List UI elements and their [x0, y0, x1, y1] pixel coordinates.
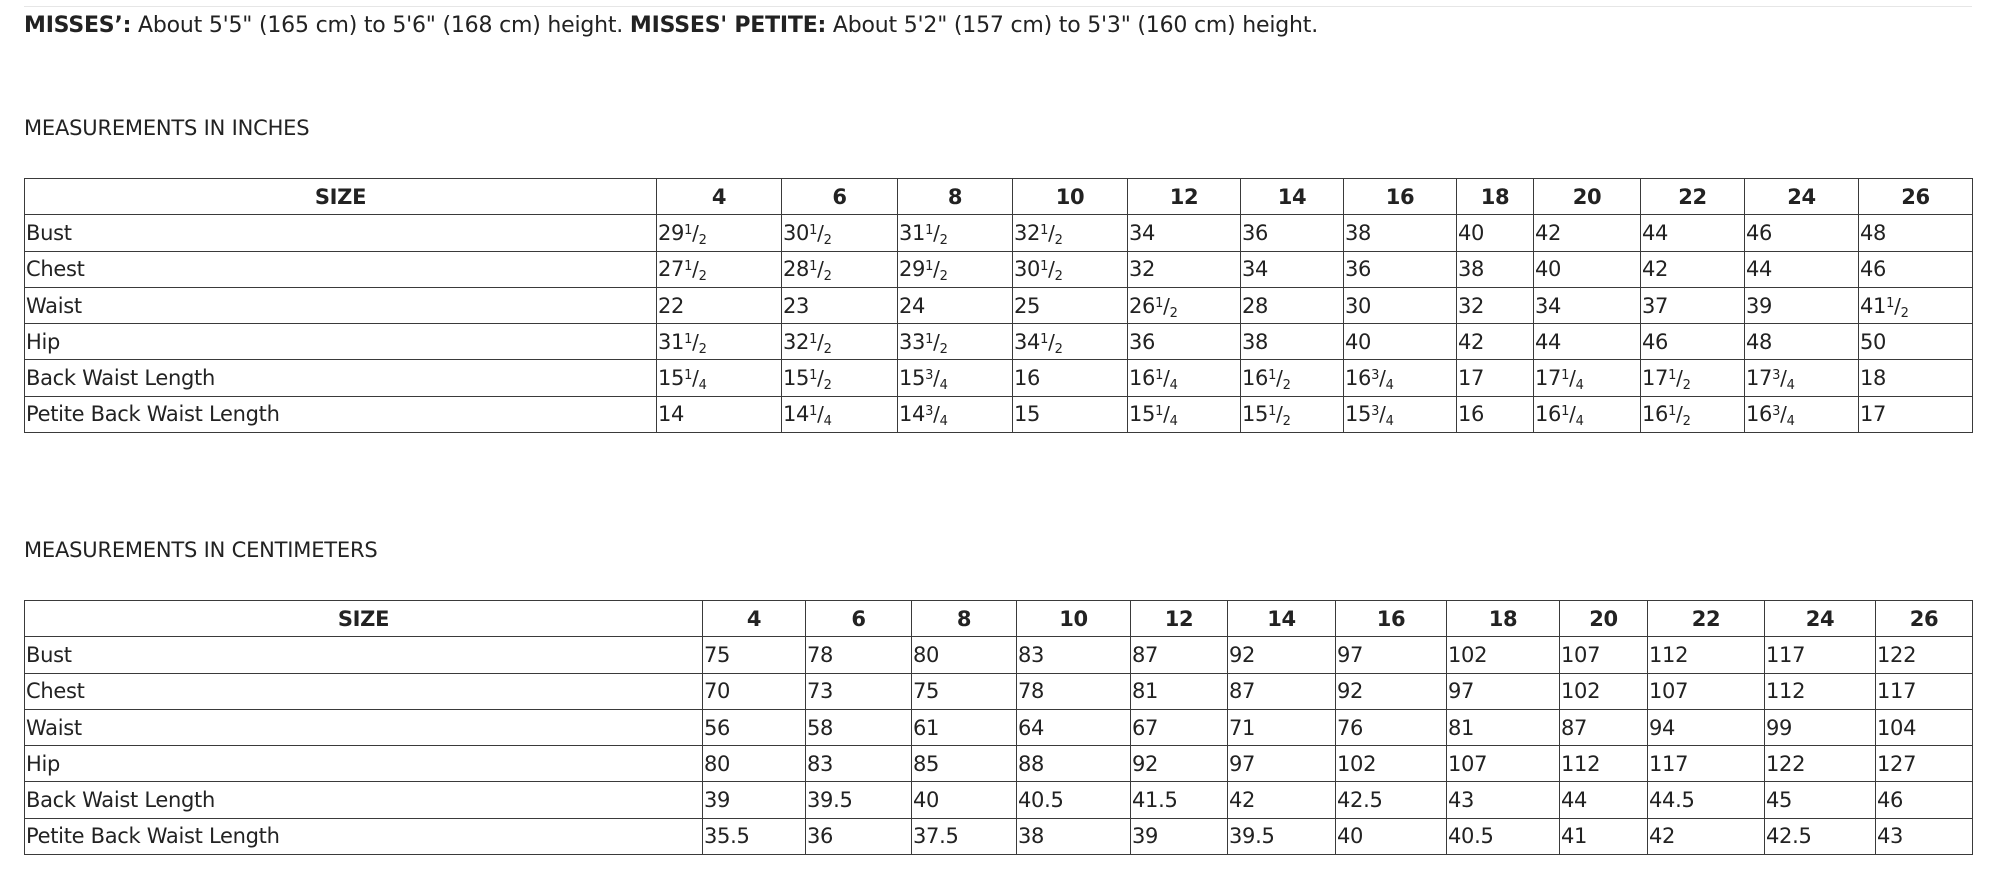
measurement-cell: 34: [1241, 251, 1344, 287]
size-column-header: 8: [898, 179, 1013, 215]
fraction: $^1/_2$: [925, 329, 948, 357]
measurement-cell: 37: [1641, 287, 1745, 323]
fraction: $^1/_2$: [684, 329, 707, 357]
row-label: Waist: [25, 287, 657, 323]
measurement-cell: 56: [703, 709, 806, 745]
fraction: $^1/_2$: [925, 220, 948, 248]
measurement-cell: $33^1/_2$: [898, 324, 1013, 360]
measurement-cell: 46: [1859, 251, 1973, 287]
size-column-header: 4: [657, 179, 782, 215]
measurement-cell: 42.5: [1336, 782, 1447, 818]
measurement-cell: 92: [1131, 746, 1228, 782]
measurement-cell: 42: [1534, 215, 1641, 251]
centimeters-body: [25, 637, 1973, 855]
inches-body: [25, 215, 1973, 433]
measurement-cell: $16^1/_4$: [1534, 396, 1641, 432]
measurement-cell: 16: [1457, 396, 1534, 432]
measurement-cell: $16^1/_4$: [1128, 360, 1241, 396]
measurement-cell: 81: [1131, 673, 1228, 709]
measurement-cell: $16^1/_2$: [1641, 396, 1745, 432]
fraction: $^1/_2$: [809, 257, 832, 285]
size-column-header: 16: [1336, 601, 1447, 637]
size-column-header: 26: [1859, 179, 1973, 215]
measurement-cell: 42: [1228, 782, 1336, 818]
size-column-header: 8: [912, 601, 1017, 637]
measurement-cell: 30: [1344, 287, 1457, 323]
measurement-cell: $15^1/_2$: [1241, 396, 1344, 432]
measurement-cell: 102: [1560, 673, 1648, 709]
measurement-cell: 112: [1765, 673, 1876, 709]
inches-heading: MEASUREMENTS IN INCHES: [24, 116, 310, 140]
row-label: Petite Back Waist Length: [25, 818, 703, 854]
row-label: Chest: [25, 673, 703, 709]
measurement-cell: $30^1/_2$: [782, 215, 898, 251]
size-column-header: 12: [1128, 179, 1241, 215]
petite-height-text: About 5'2" (157 cm) to 5'3" (160 cm) height.: [826, 13, 1319, 38]
measurement-cell: 102: [1336, 746, 1447, 782]
table-row: [25, 396, 1973, 432]
measurement-cell: $31^1/_2$: [657, 324, 782, 360]
measurement-cell: 83: [1017, 637, 1131, 673]
size-column-header: 14: [1241, 179, 1344, 215]
measurement-cell: 38: [1017, 818, 1131, 854]
measurement-cell: 45: [1765, 782, 1876, 818]
measurement-cell: 36: [1241, 215, 1344, 251]
measurement-cell: 85: [912, 746, 1017, 782]
size-column-header: 26: [1876, 601, 1973, 637]
measurement-cell: 76: [1336, 709, 1447, 745]
inches-header: [25, 179, 1973, 215]
measurement-cell: 41: [1560, 818, 1648, 854]
measurement-cell: $15^1/_2$: [782, 360, 898, 396]
measurement-cell: 41.5: [1131, 782, 1228, 818]
measurement-cell: $32^1/_2$: [1013, 215, 1128, 251]
measurement-cell: 44: [1641, 215, 1745, 251]
measurement-cell: 32: [1457, 287, 1534, 323]
measurement-cell: 46: [1641, 324, 1745, 360]
measurement-cell: $14^1/_4$: [782, 396, 898, 432]
header-row: [25, 601, 1973, 637]
measurement-cell: $16^3/_4$: [1344, 360, 1457, 396]
size-column-header: 22: [1641, 179, 1745, 215]
measurement-cell: 64: [1017, 709, 1131, 745]
measurement-cell: 35.5: [703, 818, 806, 854]
fraction: $^1/_4$: [1155, 366, 1178, 394]
measurement-cell: $32^1/_2$: [782, 324, 898, 360]
fraction: $^3/_4$: [925, 366, 948, 394]
measurement-cell: 17: [1457, 360, 1534, 396]
measurement-cell: 39: [703, 782, 806, 818]
fraction: $^1/_2$: [1668, 402, 1691, 430]
measurement-cell: 42: [1648, 818, 1765, 854]
measurement-cell: 87: [1131, 637, 1228, 673]
fraction: $^1/_2$: [925, 257, 948, 285]
measurement-cell: 97: [1336, 637, 1447, 673]
measurement-cell: 97: [1228, 746, 1336, 782]
fraction: $^1/_2$: [809, 366, 832, 394]
size-column-header: 10: [1017, 601, 1131, 637]
measurement-cell: 92: [1228, 637, 1336, 673]
measurement-cell: $31^1/_2$: [898, 215, 1013, 251]
measurement-cell: 34: [1534, 287, 1641, 323]
measurement-cell: 50: [1859, 324, 1973, 360]
measurement-cell: 40: [1336, 818, 1447, 854]
measurement-cell: 22: [657, 287, 782, 323]
size-column-header: 20: [1534, 179, 1641, 215]
row-label: Petite Back Waist Length: [25, 396, 657, 432]
fraction: $^3/_4$: [925, 402, 948, 430]
measurement-cell: 92: [1336, 673, 1447, 709]
measurement-cell: 42: [1641, 251, 1745, 287]
measurement-cell: 44: [1534, 324, 1641, 360]
measurement-cell: $16^3/_4$: [1745, 396, 1859, 432]
measurement-cell: $27^1/_2$: [657, 251, 782, 287]
fraction: $^1/_2$: [684, 220, 707, 248]
measurement-cell: $17^1/_4$: [1534, 360, 1641, 396]
row-label: Chest: [25, 251, 657, 287]
measurement-cell: 44: [1745, 251, 1859, 287]
measurement-cell: 117: [1876, 673, 1973, 709]
measurement-cell: 88: [1017, 746, 1131, 782]
measurement-cell: 48: [1859, 215, 1973, 251]
fraction: $^1/_2$: [1668, 366, 1691, 394]
measurement-cell: $28^1/_2$: [782, 251, 898, 287]
measurement-cell: 40: [1457, 215, 1534, 251]
table-row: [25, 324, 1973, 360]
fraction: $^1/_2$: [1040, 257, 1063, 285]
size-column-header: 18: [1447, 601, 1560, 637]
measurement-cell: 87: [1560, 709, 1648, 745]
table-row: [25, 637, 1973, 673]
measurement-cell: 40: [1344, 324, 1457, 360]
measurement-cell: 46: [1876, 782, 1973, 818]
measurement-cell: 42: [1457, 324, 1534, 360]
measurement-cell: 75: [703, 637, 806, 673]
table-row: [25, 673, 1973, 709]
measurement-cell: 39: [1745, 287, 1859, 323]
measurement-cell: 94: [1648, 709, 1765, 745]
size-column-header: 14: [1228, 601, 1336, 637]
measurement-cell: 40: [912, 782, 1017, 818]
fraction: $^1/_2$: [684, 257, 707, 285]
measurement-cell: $41^1/_2$: [1859, 287, 1973, 323]
measurement-cell: 44: [1560, 782, 1648, 818]
measurement-cell: 73: [806, 673, 912, 709]
table-row: [25, 287, 1973, 323]
measurement-cell: 102: [1447, 637, 1560, 673]
measurement-cell: 39: [1131, 818, 1228, 854]
measurement-cell: 15: [1013, 396, 1128, 432]
measurement-cell: 43: [1876, 818, 1973, 854]
measurement-cell: 87: [1228, 673, 1336, 709]
fraction: $^1/_2$: [1040, 220, 1063, 248]
header-row: [25, 179, 1973, 215]
measurement-cell: 75: [912, 673, 1017, 709]
row-label: Bust: [25, 215, 657, 251]
row-label: Waist: [25, 709, 703, 745]
measurement-cell: 104: [1876, 709, 1973, 745]
measurement-cell: 18: [1859, 360, 1973, 396]
measurement-cell: 80: [912, 637, 1017, 673]
row-label: Back Waist Length: [25, 360, 657, 396]
table-row: [25, 818, 1973, 854]
table-row: [25, 215, 1973, 251]
measurement-cell: $15^3/_4$: [898, 360, 1013, 396]
size-column-header: 16: [1344, 179, 1457, 215]
size-column-header: 10: [1013, 179, 1128, 215]
petite-label: MISSES' PETITE:: [629, 13, 827, 38]
fraction: $^1/_4$: [1561, 402, 1584, 430]
fraction: $^3/_4$: [1371, 366, 1394, 394]
fraction: $^3/_4$: [1772, 366, 1795, 394]
measurement-cell: 80: [703, 746, 806, 782]
size-column-header: 12: [1131, 601, 1228, 637]
fraction: $^1/_2$: [1886, 293, 1909, 321]
measurement-cell: 127: [1876, 746, 1973, 782]
fraction: $^3/_4$: [1371, 402, 1394, 430]
measurement-cell: 23: [782, 287, 898, 323]
measurement-cell: 46: [1745, 215, 1859, 251]
measurement-cell: 71: [1228, 709, 1336, 745]
size-column-header: 24: [1745, 179, 1859, 215]
measurement-cell: 32: [1128, 251, 1241, 287]
measurement-cell: 67: [1131, 709, 1228, 745]
measurement-cell: $15^1/_4$: [1128, 396, 1241, 432]
fraction: $^1/_2$: [809, 329, 832, 357]
measurement-cell: 61: [912, 709, 1017, 745]
inches-size-table: [24, 178, 1973, 433]
measurement-cell: 28: [1241, 287, 1344, 323]
size-column-header: 6: [782, 179, 898, 215]
measurement-cell: 16: [1013, 360, 1128, 396]
measurement-cell: 24: [898, 287, 1013, 323]
measurement-cell: $26^1/_2$: [1128, 287, 1241, 323]
top-divider: [24, 6, 1972, 7]
measurement-cell: $29^1/_2$: [898, 251, 1013, 287]
size-column-header: 18: [1457, 179, 1534, 215]
measurement-cell: 38: [1457, 251, 1534, 287]
measurement-cell: $34^1/_2$: [1013, 324, 1128, 360]
size-column-header: 20: [1560, 601, 1648, 637]
centimeters-size-table: [24, 600, 1973, 855]
measurement-cell: 122: [1876, 637, 1973, 673]
size-column-header: 4: [703, 601, 806, 637]
measurement-cell: 97: [1447, 673, 1560, 709]
fraction: $^3/_4$: [1772, 402, 1795, 430]
measurement-cell: $29^1/_2$: [657, 215, 782, 251]
table-row: [25, 709, 1973, 745]
measurement-cell: 38: [1344, 215, 1457, 251]
measurement-cell: 107: [1648, 673, 1765, 709]
measurement-cell: 58: [806, 709, 912, 745]
measurement-cell: $15^3/_4$: [1344, 396, 1457, 432]
table-row: [25, 782, 1973, 818]
row-label: Hip: [25, 324, 657, 360]
fraction: $^1/_2$: [809, 220, 832, 248]
measurement-cell: $30^1/_2$: [1013, 251, 1128, 287]
measurement-cell: $17^1/_2$: [1641, 360, 1745, 396]
measurement-cell: $16^1/_2$: [1241, 360, 1344, 396]
misses-height-text: About 5'5" (165 cm) to 5'6" (168 cm) height.: [131, 13, 630, 38]
measurement-cell: 37.5: [912, 818, 1017, 854]
fraction: $^1/_4$: [684, 366, 707, 394]
measurement-cell: 36: [1128, 324, 1241, 360]
measurement-cell: 70: [703, 673, 806, 709]
size-header: SIZE: [25, 601, 703, 637]
measurement-cell: 112: [1560, 746, 1648, 782]
measurement-cell: 39.5: [806, 782, 912, 818]
row-label: Hip: [25, 746, 703, 782]
measurement-cell: 107: [1560, 637, 1648, 673]
measurement-cell: 40: [1534, 251, 1641, 287]
measurement-cell: 40.5: [1447, 818, 1560, 854]
fraction: $^1/_2$: [1268, 366, 1291, 394]
measurement-cell: 25: [1013, 287, 1128, 323]
measurement-cell: 17: [1859, 396, 1973, 432]
measurement-cell: 83: [806, 746, 912, 782]
height-note: [24, 10, 1318, 42]
fraction: $^1/_4$: [809, 402, 832, 430]
measurement-cell: 117: [1648, 746, 1765, 782]
measurement-cell: $15^1/_4$: [657, 360, 782, 396]
measurement-cell: 122: [1765, 746, 1876, 782]
measurement-cell: $17^3/_4$: [1745, 360, 1859, 396]
table-row: [25, 746, 1973, 782]
measurement-cell: 14: [657, 396, 782, 432]
fraction: $^1/_2$: [1268, 402, 1291, 430]
fraction: $^1/_2$: [1155, 293, 1178, 321]
misses-label: MISSES’:: [24, 13, 132, 38]
fraction: $^1/_4$: [1561, 366, 1584, 394]
measurement-cell: 36: [1344, 251, 1457, 287]
fraction: $^1/_2$: [1040, 329, 1063, 357]
centimeters-heading: MEASUREMENTS IN CENTIMETERS: [24, 538, 378, 562]
measurement-cell: 99: [1765, 709, 1876, 745]
measurement-cell: 48: [1745, 324, 1859, 360]
centimeters-header: [25, 601, 1973, 637]
size-column-header: 6: [806, 601, 912, 637]
measurement-cell: 38: [1241, 324, 1344, 360]
row-label: Bust: [25, 637, 703, 673]
measurement-cell: 78: [1017, 673, 1131, 709]
measurement-cell: 42.5: [1765, 818, 1876, 854]
measurement-cell: 36: [806, 818, 912, 854]
size-header: SIZE: [25, 179, 657, 215]
measurement-cell: 107: [1447, 746, 1560, 782]
table-row: [25, 360, 1973, 396]
measurement-cell: 117: [1765, 637, 1876, 673]
measurement-cell: 39.5: [1228, 818, 1336, 854]
measurement-cell: 78: [806, 637, 912, 673]
measurement-cell: $14^3/_4$: [898, 396, 1013, 432]
table-row: [25, 251, 1973, 287]
measurement-cell: 40.5: [1017, 782, 1131, 818]
measurement-cell: 44.5: [1648, 782, 1765, 818]
row-label: Back Waist Length: [25, 782, 703, 818]
measurement-cell: 112: [1648, 637, 1765, 673]
fraction: $^1/_4$: [1155, 402, 1178, 430]
measurement-cell: 43: [1447, 782, 1560, 818]
size-column-header: 24: [1765, 601, 1876, 637]
size-column-header: 22: [1648, 601, 1765, 637]
measurement-cell: 81: [1447, 709, 1560, 745]
measurement-cell: 34: [1128, 215, 1241, 251]
